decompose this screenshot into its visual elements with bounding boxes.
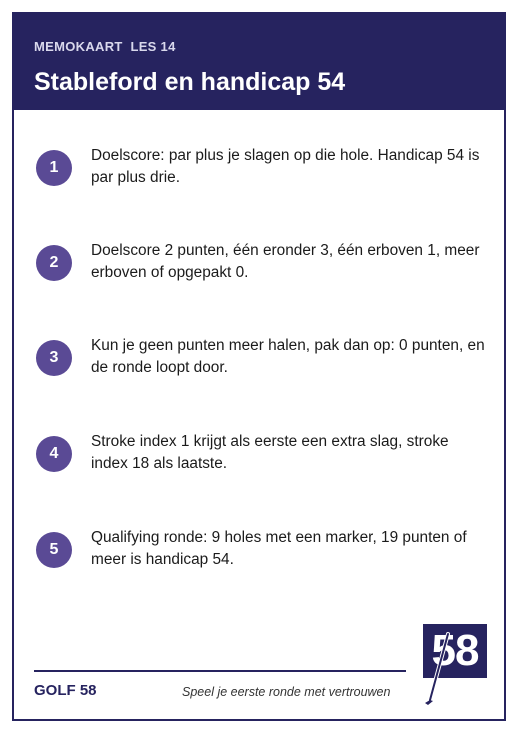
item-number-badge: 4 xyxy=(36,436,72,472)
list-item xyxy=(36,337,485,396)
footer-brand: GOLF 58 xyxy=(34,682,97,699)
item-text: Doelscore 2 punten, één eronder 3, één erboven 1, meer erboven of opgepakt 0. xyxy=(91,242,480,281)
item-text: Qualifying ronde: 9 holes met een marker, 19 punten of meer is handicap 54. xyxy=(91,529,467,568)
list-item xyxy=(36,529,482,588)
footer-tagline: Speel je eerste ronde met vertrouwen xyxy=(182,685,391,699)
card-header xyxy=(14,14,504,110)
memo-card xyxy=(12,12,506,721)
card-title: Stableford en handicap 54 xyxy=(34,68,346,96)
item-text: Stroke index 1 krijgt als eerste een extra slag, stroke index 18 als laatste. xyxy=(91,433,449,472)
golf-club-icon xyxy=(424,630,454,706)
card-kicker: MEMOKAART LES 14 xyxy=(34,39,176,54)
footer-divider xyxy=(34,670,406,672)
item-number-badge: 1 xyxy=(36,150,72,186)
item-text: Doelscore: par plus je slagen op die hole. Handicap 54 is par plus drie. xyxy=(91,147,480,186)
list-item xyxy=(36,147,482,206)
list-item xyxy=(36,242,482,301)
item-number-badge: 3 xyxy=(36,340,72,376)
item-number-badge: 2 xyxy=(36,245,72,281)
item-text: Kun je geen punten meer halen, pak dan op: 0 punten, en de ronde loopt door. xyxy=(91,337,485,376)
item-number-badge: 5 xyxy=(36,532,72,568)
logo-number: 58 xyxy=(431,626,479,675)
list-item xyxy=(36,433,482,492)
